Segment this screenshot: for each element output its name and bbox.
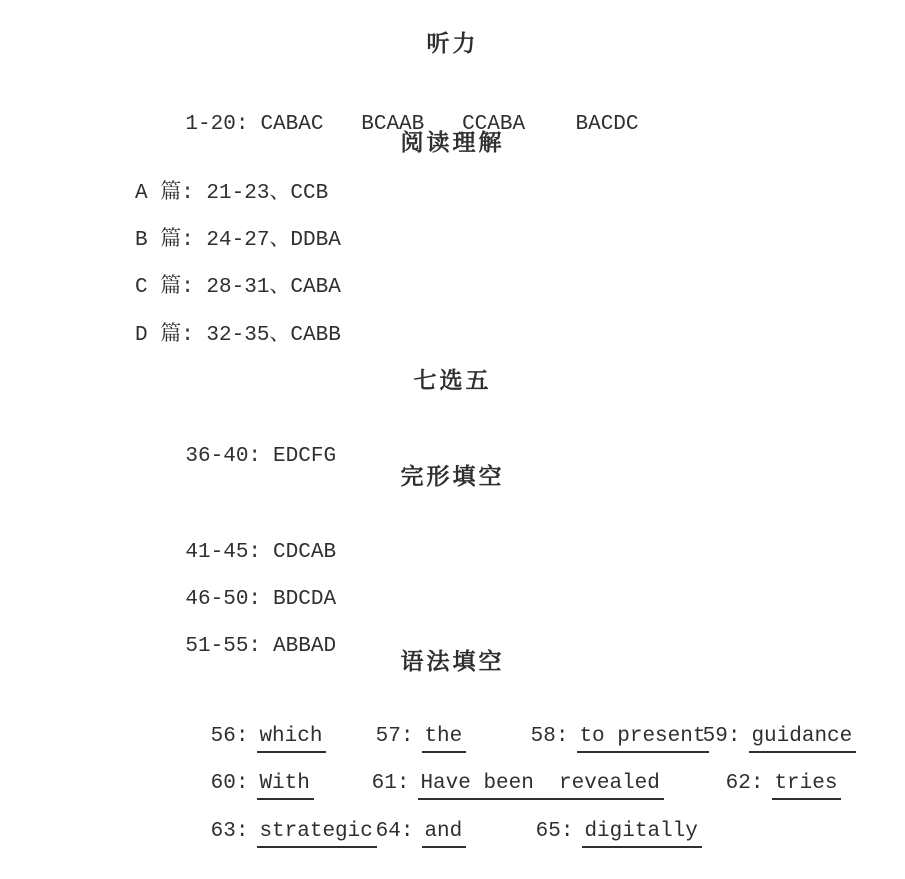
section-title-reading: 阅读理解 xyxy=(400,131,505,157)
reading-row-c: C 篇: 28-31、CABA xyxy=(135,276,341,299)
grammar-item-number: 58: xyxy=(530,725,569,748)
grammar-item-number: 57: xyxy=(375,725,414,748)
cloze-answers: ABBAD xyxy=(273,635,337,658)
cloze-range-label: 41-45: xyxy=(185,541,262,564)
grammar-row-3 xyxy=(0,797,905,843)
reading-row-d: D 篇: 32-35、CABB xyxy=(135,324,341,347)
grammar-item-answer: the xyxy=(422,725,466,753)
grammar-item-number: 62: xyxy=(725,772,764,795)
cloze-range-label: 51-55: xyxy=(185,635,262,658)
section-title-grammar: 语法填空 xyxy=(400,650,505,676)
cloze-answers: BDCDA xyxy=(273,588,337,611)
seven-select-five-answers: EDCFG xyxy=(273,445,337,468)
grammar-item-number: 56: xyxy=(210,725,249,748)
section-title-listening: 听力 xyxy=(426,32,479,58)
grammar-row-1 xyxy=(0,702,905,748)
grammar-row-2 xyxy=(0,749,905,795)
grammar-item-number: 63: xyxy=(210,820,249,843)
listening-answers: CABAC BCAAB CCABA BACDC xyxy=(260,113,639,136)
grammar-item-answer: which xyxy=(257,725,326,753)
cloze-range-label: 46-50: xyxy=(185,588,262,611)
grammar-item-answer: and xyxy=(422,820,466,848)
grammar-item-number: 60: xyxy=(210,772,249,795)
grammar-item-answer: With xyxy=(257,772,313,800)
reading-row-a: A 篇: 21-23、CCB xyxy=(135,182,329,205)
grammar-item-number: 65: xyxy=(535,820,574,843)
grammar-item-number: 59: xyxy=(702,725,741,748)
listening-range-label: 1-20: xyxy=(185,113,249,136)
grammar-item-65 xyxy=(460,797,702,866)
section-title-seven-select-five: 七选五 xyxy=(413,369,492,395)
seven-select-five-range-label: 36-40: xyxy=(185,445,262,468)
section-title-cloze: 完形填空 xyxy=(400,465,505,491)
cloze-answers: CDCAB xyxy=(273,541,337,564)
grammar-item-answer: digitally xyxy=(582,820,701,848)
reading-row-b: B 篇: 24-27、DDBA xyxy=(135,229,341,252)
grammar-item-answer: strategic xyxy=(257,820,376,848)
grammar-item-answer: Have been revealed xyxy=(418,772,663,800)
grammar-item-answer: to present xyxy=(577,725,709,753)
grammar-item-answer: guidance xyxy=(749,725,856,753)
grammar-item-number: 61: xyxy=(371,772,410,795)
grammar-item-number: 64: xyxy=(375,820,414,843)
grammar-item-answer: tries xyxy=(772,772,841,800)
grammar-item-64 xyxy=(300,797,466,866)
